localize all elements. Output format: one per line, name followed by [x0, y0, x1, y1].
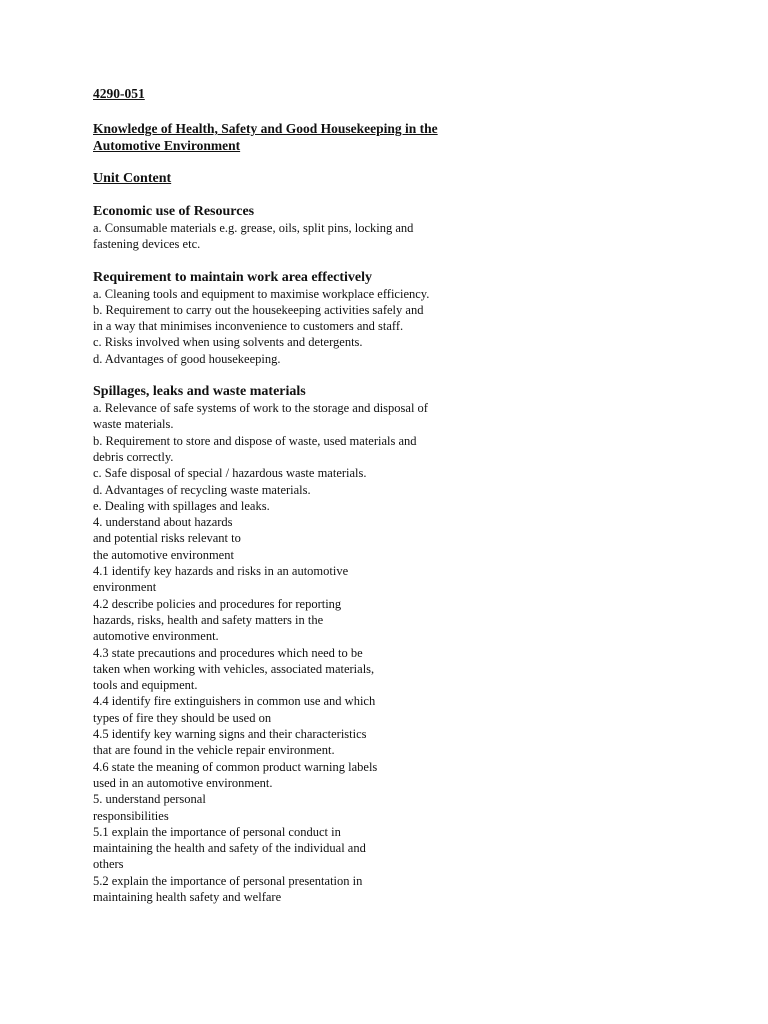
- section-text-line: c. Safe disposal of special / hazardous waste materials.: [93, 466, 367, 481]
- section-text-line: automotive environment.: [93, 629, 219, 644]
- section-text-line: 4.1 identify key hazards and risks in an automotive: [93, 564, 349, 579]
- section-text-line: waste materials.: [93, 417, 174, 432]
- section-text-line: taken when working with vehicles, associated materials,: [93, 661, 375, 676]
- section-text-line: maintaining health safety and welfare: [93, 889, 282, 904]
- section-text-line: responsibilities: [93, 808, 169, 823]
- section-text-line: in a way that minimises inconvenience to customers and staff.: [93, 319, 404, 334]
- section-text-line: c. Risks involved when using solvents and detergents.: [93, 335, 363, 350]
- content-section: [93, 383, 513, 905]
- document-title-line: Knowledge of Health, Safety and Good Housekeeping in the: [93, 121, 438, 136]
- document-code: 4290-051: [93, 86, 145, 101]
- sections-container: [93, 203, 513, 905]
- section-text-line: types of fire they should be used on: [93, 710, 272, 725]
- section-text-line: a. Cleaning tools and equipment to maximise workplace efficiency.: [93, 286, 430, 301]
- section-text-line: b. Requirement to store and dispose of waste, used materials and: [93, 433, 417, 448]
- section-text-line: debris correctly.: [93, 449, 174, 464]
- section-heading: Spillages, leaks and waste materials: [93, 384, 306, 400]
- section-heading: Requirement to maintain work area effectively: [93, 269, 373, 285]
- section-text-line: that are found in the vehicle repair environment.: [93, 743, 335, 758]
- document-page: [93, 86, 513, 921]
- section-text-line: 4.2 describe policies and procedures for reporting: [93, 596, 342, 611]
- section-text-line: tools and equipment.: [93, 678, 198, 693]
- section-heading: Economic use of Resources: [93, 204, 255, 219]
- section-text-line: 4. understand about hazards: [93, 515, 233, 530]
- section-text-line: 4.4 identify fire extinguishers in common use and which: [93, 694, 376, 709]
- section-text-line: d. Advantages of recycling waste materials.: [93, 482, 311, 497]
- document-title: [93, 120, 513, 154]
- section-text-line: fastening devices etc.: [93, 237, 201, 252]
- section-text-line: a. Consumable materials e.g. grease, oils, split pins, locking and: [93, 221, 414, 235]
- section-text-line: hazards, risks, health and safety matters in the: [93, 612, 324, 627]
- section-text-line: e. Dealing with spillages and leaks.: [93, 498, 270, 513]
- section-text-line: 4.6 state the meaning of common product warning labels: [93, 759, 378, 774]
- content-section: [93, 269, 513, 367]
- section-text-line: used in an automotive environment.: [93, 775, 273, 790]
- section-text-line: and potential risks relevant to: [93, 531, 241, 546]
- section-text-line: 5.1 explain the importance of personal conduct in: [93, 824, 341, 839]
- section-text-line: 4.3 state precautions and procedures which need to be: [93, 645, 363, 660]
- unit-content-heading: Unit Content: [93, 171, 172, 186]
- section-text-line: maintaining the health and safety of the individual and: [93, 841, 366, 856]
- document-title-line: Automotive Environment: [93, 138, 241, 153]
- section-text-line: 5. understand personal: [93, 792, 206, 807]
- section-text-line: the automotive environment: [93, 547, 234, 562]
- content-section: [93, 203, 513, 253]
- section-text-line: b. Requirement to carry out the housekeeping activities safely and: [93, 302, 424, 317]
- section-text-line: a. Relevance of safe systems of work to the storage and disposal of: [93, 401, 428, 416]
- section-text-line: d. Advantages of good housekeeping.: [93, 351, 281, 366]
- section-text-line: 4.5 identify key warning signs and their characteristics: [93, 727, 367, 742]
- section-text-line: others: [93, 857, 124, 872]
- section-text-line: environment: [93, 580, 157, 595]
- section-text-line: 5.2 explain the importance of personal presentation in: [93, 873, 363, 888]
